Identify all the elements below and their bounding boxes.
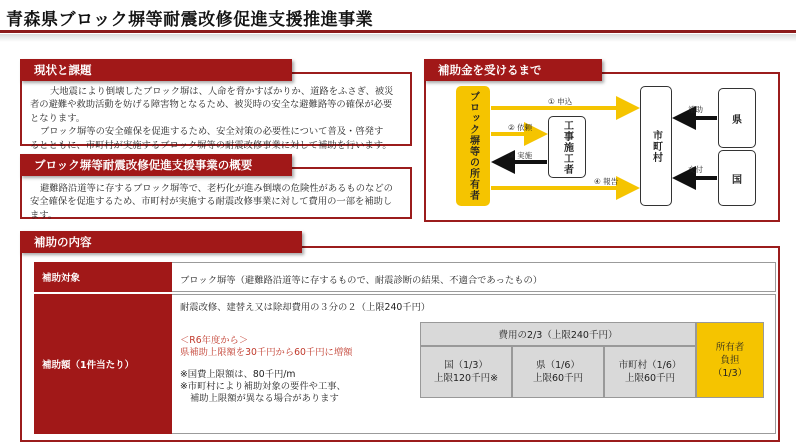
prefecture-share-cap: 上限60千円: [532, 373, 584, 384]
background-line: るとともに、市町村が実施するブロック塀等の耐震改修事業に対して補助を行います。: [30, 139, 392, 151]
prefecture-box: 県: [718, 88, 756, 148]
subsidy-label: 補助: [688, 105, 703, 114]
overview-line: 安全確保を促進するため、市町村が実施する耐震改修事業に対して費用の一部を補助し: [30, 196, 393, 208]
nation-box: 国: [718, 150, 756, 206]
prefecture-share-ratio: 県（1/6）: [536, 360, 580, 371]
owner-share: [696, 322, 764, 398]
owner-share-line2: 負担: [720, 354, 740, 366]
step3-label: ③ 実施: [508, 151, 533, 160]
contractor-label: 工事施工者: [561, 119, 573, 175]
prefecture-share: [512, 346, 604, 398]
cost-header: 費用の2/3（上限240千円）: [420, 322, 696, 346]
target-label: 補助対象: [34, 262, 172, 292]
amount-main: 耐震改修、建替え又は除却費用の３分の２（上限240千円）: [180, 302, 431, 313]
nation-share-cap: 上限120千円※: [433, 373, 499, 384]
title-rule: [0, 30, 796, 33]
municipality-share-cap: 上限60千円: [624, 373, 676, 384]
title-shadow: [0, 34, 796, 42]
note-2: ※市町村により補助対象の要件や工事、: [180, 381, 346, 392]
overview-line: 避難路沿道等に存するブロック塀等で、老朽化が進み倒壊の危険性があるものなどの: [40, 183, 393, 194]
municipality-share: [604, 346, 696, 398]
background-text: [30, 85, 408, 152]
details-heading: 補助の内容: [20, 231, 302, 253]
municipality-share-ratio: 市町村（1/6）: [618, 360, 682, 371]
grant-label: 交付: [688, 165, 703, 174]
owner-share-line1: 所有者: [715, 341, 745, 353]
notice-title: ＜R6年度から＞: [180, 335, 249, 346]
amount-label: 補助額（1件当たり）: [34, 294, 172, 434]
owner-share-line3: （1/3）: [712, 367, 748, 379]
municipality-box: 市町村: [640, 86, 672, 206]
overview-heading: ブロック塀等耐震改修促進支援事業の概要: [20, 154, 292, 176]
nation-share-ratio: 国（1/3）: [444, 360, 488, 371]
overview-line: ます。: [30, 209, 58, 221]
overview-text: [30, 182, 408, 222]
background-line: ブロック塀等の安全確保を促進するため、安全対策の必要性について普及・啓発す: [40, 126, 384, 138]
owner-box: ブロック塀等の所有者: [456, 86, 490, 206]
contractor-box: [548, 116, 586, 178]
background-line: 大地震により倒壊したブロック塀は、人命を脅かすばかりか、道路をふさぎ、被災: [50, 86, 394, 97]
background-line: 者の避難や救助活動を妨げる障害物となるため、被災時の安全な避難路等の確保が必要: [30, 99, 393, 111]
background-heading: 現状と課題: [20, 59, 292, 81]
notice-body: 県補助上限額を30千円から60千円に増額: [180, 347, 353, 358]
note-1: ※国費上限額は、80千円/m: [180, 369, 296, 380]
step1-label: ① 申込: [548, 97, 573, 106]
target-value: ブロック塀等（避難路沿道等に存するもので、耐震診断の結果、不適合であったもの）: [180, 275, 543, 286]
nation-share: [420, 346, 512, 398]
flow-heading: 補助金を受けるまで: [424, 59, 602, 81]
step2-label: ② 依頼: [508, 123, 533, 132]
background-line: となります。: [30, 112, 86, 124]
step4-label: ④ 報告: [594, 177, 619, 186]
page-title: 青森県ブロック塀等耐震改修促進支援推進事業: [6, 10, 374, 30]
note-3: 補助上限額が異なる場合があります: [190, 393, 339, 404]
